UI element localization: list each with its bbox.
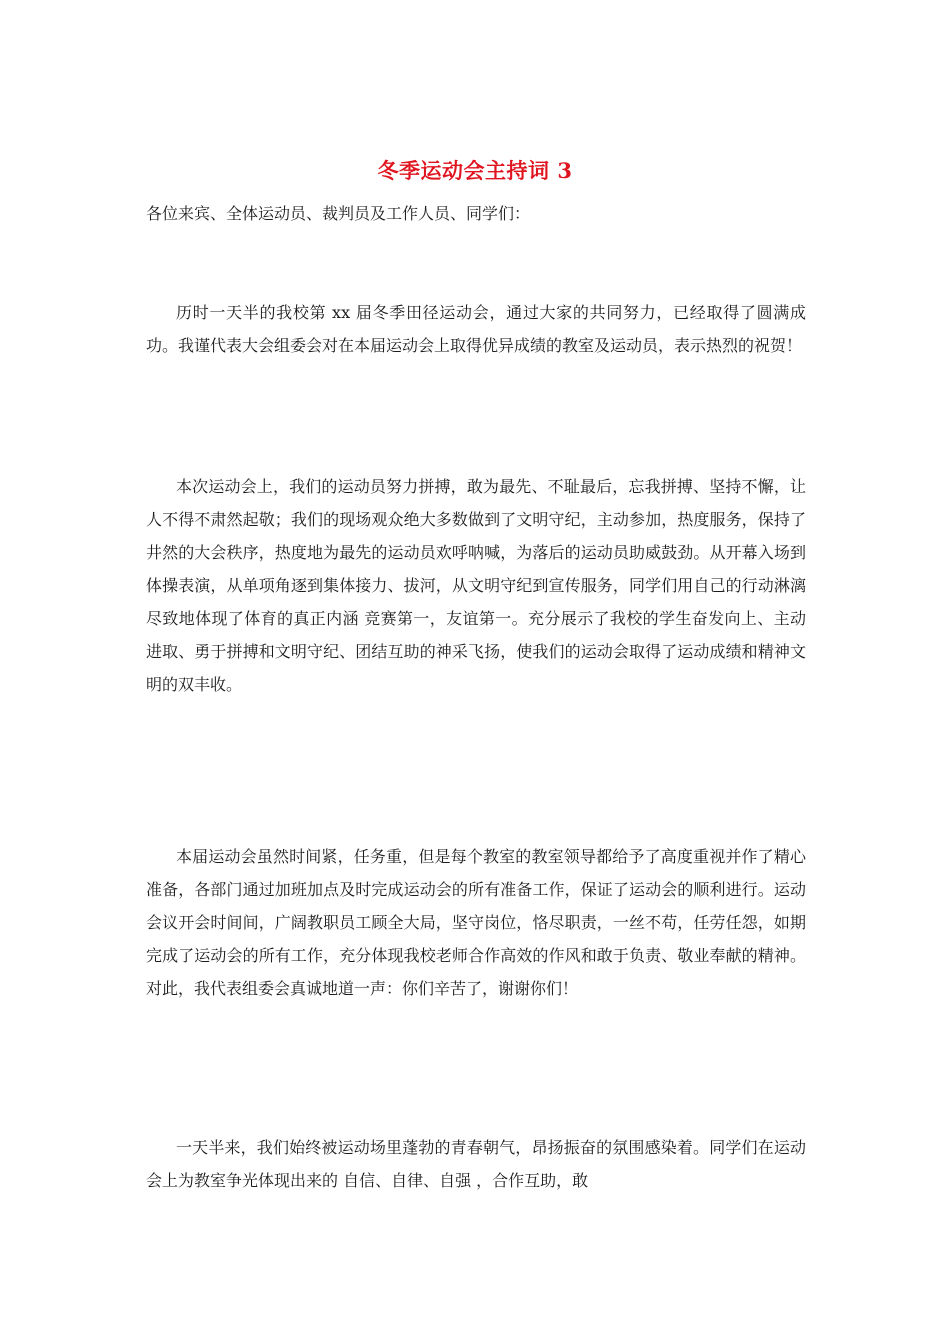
paragraph-3: 本届运动会虽然时间紧，任务重，但是每个教室的教室领导都给予了高度重视并作了精心准备，各部门通过加班加点及时完成运动会的所有准备工作，保证了运动会的顺利进行。运动会议开会时间间，广阔教职员工顾全大局，坚守岗位，恪尽职责，一丝不苟，任劳任怨，如期完成了运动会的所有工作，充分体现我校老师合作高效的作风和敢于负责、敬业奉献的精神。对此，我代表组委会真诚地道一声：你们辛苦了，谢谢你们！ bbox=[146, 847, 806, 998]
paragraph-2: 本次运动会上，我们的运动员努力拼搏，敢为最先、不耻最后，忘我拼搏、坚持不懈，让人不得不肃然起敬；我们的现场观众绝大多数做到了文明守纪，主动参加，热度服务，保持了井然的大会秩序，热度地为最先的运动员欢呼呐喊，为落后的运动员助威鼓劲。从开幕入场到体操表演，从单项角逐到集体接力、拔河，从文明守纪到宣传服务，同学们用自己的行动淋漓尽致地体现了体育的真正内涵 竞赛第一，友谊第一。充分展示了我校的学生奋发向上、主动进取、勇于拼搏和文明守纪、团结互助的神采飞扬，使我们的运动会取得了运动成绩和精神文明的双丰收。 bbox=[146, 477, 806, 694]
salutation: 各位来宾、全体运动员、裁判员及工作人员、同学们： bbox=[146, 204, 531, 223]
paragraph-4: 一天半来，我们始终被运动场里蓬勃的青春朝气，昂扬振奋的氛围感染着。同学们在运动会上为教室争光体现出来的 自信、自律、自强 ，合作互助，敢 bbox=[146, 1138, 806, 1190]
document-title: 冬季运动会主持词 3 bbox=[377, 158, 573, 183]
paragraph-1: 历时一天半的我校第 xx 届冬季田径运动会，通过大家的共同努力，已经取得了圆满成功。我谨代表大会组委会对在本届运动会上取得优异成绩的教室及运动员，表示热烈的祝贺！ bbox=[146, 303, 806, 355]
